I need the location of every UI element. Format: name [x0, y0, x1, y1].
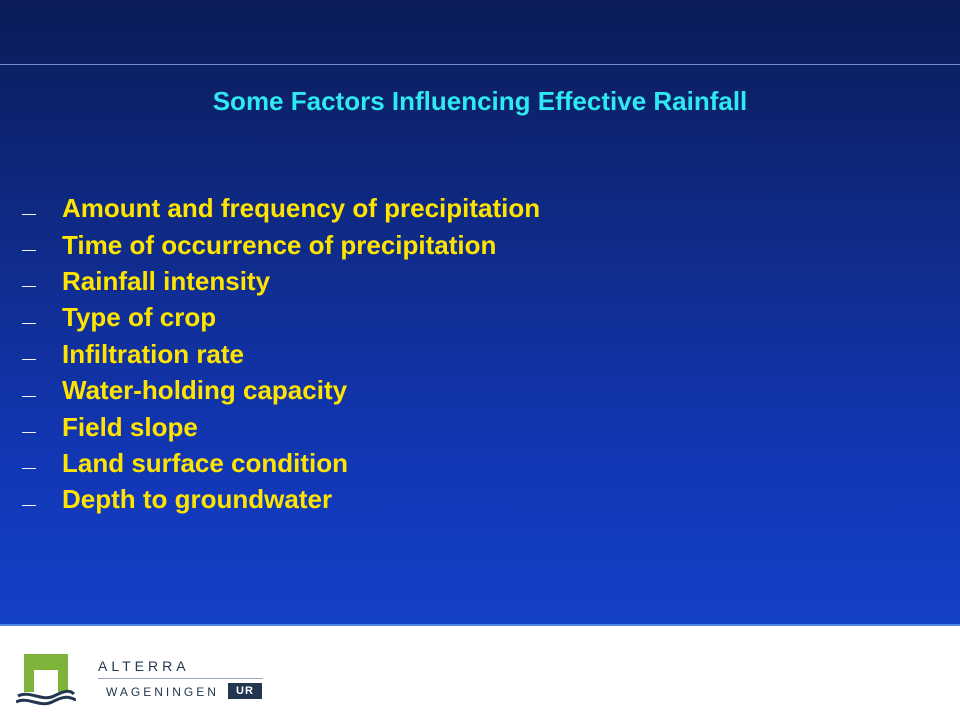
bullet-item — [22, 226, 540, 262]
dash-bullet-icon — [22, 432, 36, 433]
brand-primary: ALTERRA — [98, 658, 190, 674]
alterra-logo — [16, 654, 266, 710]
bullet-text: Infiltration rate — [62, 338, 245, 369]
bullet-text: Land surface condition — [62, 447, 349, 478]
dash-bullet-icon — [22, 396, 36, 397]
bullet-text: Type of crop — [62, 302, 217, 333]
top-divider — [0, 64, 960, 65]
bullet-item — [22, 408, 540, 444]
bullet-item — [22, 263, 540, 299]
brand-secondary: WAGENINGEN — [106, 685, 219, 699]
dash-bullet-icon — [22, 250, 36, 251]
bullet-item — [22, 190, 540, 226]
bullet-text: Amount and frequency of precipitation — [62, 193, 541, 224]
brand-suffix-badge: UR — [228, 683, 262, 699]
bullet-item — [22, 336, 540, 372]
dash-bullet-icon — [22, 505, 36, 506]
bullet-text: Water-holding capacity — [62, 375, 348, 406]
bullet-text: Field slope — [62, 411, 198, 442]
bullet-text: Time of occurrence of precipitation — [62, 229, 497, 260]
dash-bullet-icon — [22, 359, 36, 360]
bullet-text: Rainfall intensity — [62, 265, 271, 296]
bullet-text: Depth to groundwater — [62, 484, 333, 515]
brand-divider — [98, 678, 263, 679]
bullet-item — [22, 445, 540, 481]
dash-bullet-icon — [22, 214, 36, 215]
bullet-item — [22, 481, 540, 517]
dash-bullet-icon — [22, 323, 36, 324]
slide-title: Some Factors Influencing Effective Rainfall — [212, 86, 748, 116]
dash-bullet-icon — [22, 286, 36, 287]
bullet-list — [22, 190, 540, 518]
bullet-item — [22, 372, 540, 408]
bottom-divider — [0, 624, 960, 626]
dash-bullet-icon — [22, 468, 36, 469]
bullet-item — [22, 299, 540, 335]
alterra-logo-icon — [16, 654, 76, 706]
